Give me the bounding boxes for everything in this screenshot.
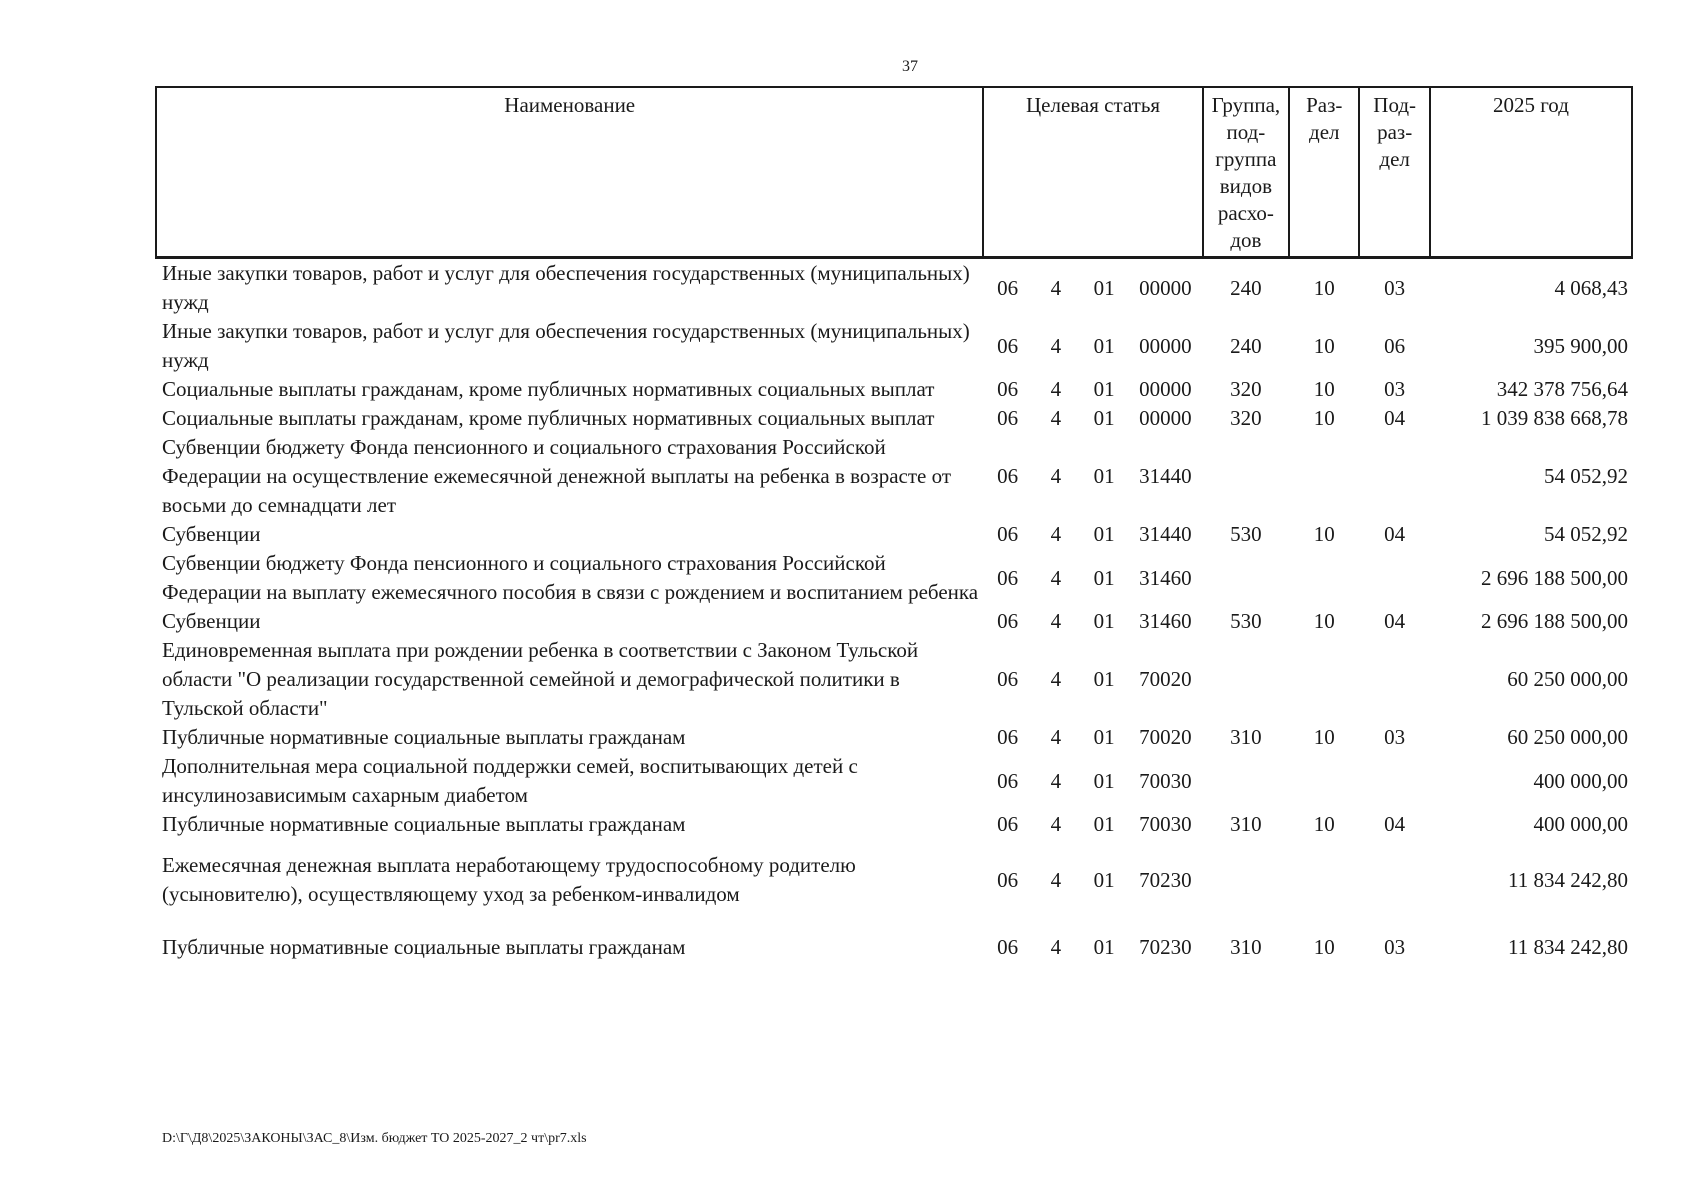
target-code-program: 06 [997, 768, 1019, 793]
target-code-program: 06 [997, 464, 1019, 488]
footer-file-path: D:\Г\Д8\2025\ЗАКОНЫ\ЗАС_8\Изм. бюджет ТО 2025-2027_2 чт\pr7.xls [162, 1131, 587, 1146]
target-code-subprogram: 01 [1093, 812, 1115, 836]
expense-group: 530 [1230, 609, 1262, 633]
target-code-program: 06 [997, 725, 1019, 749]
row-name: Иные закупки товаров, работ и услуг для обеспечения государственных (муниципальных) нужд [162, 261, 970, 314]
row-name: Ежемесячная денежная выплата неработающему трудоспособному родителю (усыновителю), осуществляющему уход за ребенком-инвалидом [162, 853, 856, 906]
target-code-program: 06 [997, 406, 1019, 430]
target-code-subprogram: 01 [1093, 725, 1115, 749]
expense-group: 310 [1230, 725, 1262, 749]
row-name: Субвенции бюджету Фонда пенсионного и социального страхования Российской Федерации на выплату ежемесячного пособия в связи с рождением и воспитанием ребенка [162, 551, 979, 604]
table-row [156, 375, 1632, 404]
table-row [156, 258, 1632, 318]
table-row [156, 520, 1632, 549]
target-code-direction: 00000 [1139, 377, 1192, 401]
target-code-direction: 31460 [1139, 609, 1192, 633]
target-code-subprogram: 01 [1093, 406, 1115, 430]
target-code-direction: 70020 [1139, 667, 1192, 691]
target-code-type: 4 [1050, 377, 1062, 401]
amount-2025: 1 039 838 668,78 [1481, 406, 1628, 430]
target-code-type: 4 [1050, 565, 1062, 590]
target-code-direction: 31440 [1139, 522, 1192, 546]
header-section [1289, 87, 1359, 258]
target-code-type: 4 [1050, 522, 1062, 546]
section-code: 10 [1313, 333, 1335, 358]
section-code: 10 [1313, 935, 1335, 959]
subsection-code [1359, 433, 1429, 520]
expense-group: 310 [1230, 935, 1262, 959]
row-name: Социальные выплаты гражданам, кроме публичных нормативных социальных выплат [162, 406, 935, 430]
expense-group: 530 [1230, 522, 1262, 546]
header-group-line: видов [1219, 174, 1272, 198]
expense-group [1203, 839, 1289, 921]
section-code [1289, 433, 1359, 520]
target-code-program: 06 [997, 333, 1019, 358]
target-code-type: 4 [1050, 725, 1062, 749]
section-code: 10 [1313, 406, 1335, 430]
table-body [156, 258, 1632, 975]
row-name: Единовременная выплата при рождении ребенка в соответствии с Законом Тульской области "О реализации государственной семейной и демографической политики в Тульской области" [162, 638, 919, 720]
subsection-code: 03 [1384, 275, 1406, 300]
section-code [1289, 636, 1359, 723]
target-code-program: 06 [997, 812, 1019, 836]
table-row [156, 752, 1632, 810]
row-name: Иные закупки товаров, работ и услуг для обеспечения государственных (муниципальных) нужд [162, 319, 970, 372]
target-code-direction: 00000 [1139, 275, 1192, 300]
target-code-type: 4 [1050, 812, 1062, 836]
target-code-program: 06 [997, 522, 1019, 546]
target-code-direction: 70030 [1139, 812, 1192, 836]
header-section-line: дел [1309, 120, 1340, 144]
row-name: Публичные нормативные социальные выплаты гражданам [162, 935, 686, 959]
target-code-program: 06 [997, 275, 1019, 300]
header-subsection-line: Под- [1373, 93, 1417, 117]
target-code-type: 4 [1050, 333, 1062, 358]
amount-2025: 2 696 188 500,00 [1481, 609, 1628, 633]
section-code [1289, 839, 1359, 921]
target-code-program: 06 [997, 667, 1019, 691]
target-code-subprogram: 01 [1093, 565, 1115, 590]
target-code-subprogram: 01 [1093, 667, 1115, 691]
header-group-line: Группа, [1211, 93, 1281, 117]
subsection-code: 04 [1384, 812, 1406, 836]
row-name: Субвенции [162, 522, 261, 546]
target-code-subprogram: 01 [1093, 867, 1115, 892]
target-code-direction: 70030 [1139, 768, 1192, 793]
target-code-subprogram: 01 [1093, 609, 1115, 633]
subsection-code: 04 [1384, 522, 1406, 546]
amount-2025: 400 000,00 [1533, 812, 1628, 836]
amount-2025: 4 068,43 [1554, 275, 1628, 300]
table-row [156, 723, 1632, 752]
target-code-type: 4 [1050, 667, 1062, 691]
table-row [156, 636, 1632, 723]
section-code: 10 [1313, 275, 1335, 300]
row-name: Публичные нормативные социальные выплаты гражданам [162, 725, 686, 749]
table-row [156, 839, 1632, 921]
target-code-subprogram: 01 [1093, 522, 1115, 546]
row-name: Дополнительная мера социальной поддержки семей, воспитывающих детей с инсулинозависимым сахарным диабетом [162, 754, 858, 807]
subsection-code: 06 [1384, 333, 1406, 358]
target-code-type: 4 [1050, 867, 1062, 892]
subsection-code [1359, 839, 1429, 921]
row-name: Социальные выплаты гражданам, кроме публичных нормативных социальных выплат [162, 377, 935, 401]
section-code: 10 [1313, 522, 1335, 546]
subsection-code: 03 [1384, 377, 1406, 401]
target-code-program: 06 [997, 609, 1019, 633]
target-code-type: 4 [1050, 935, 1062, 959]
expense-group [1203, 636, 1289, 723]
expense-group [1203, 433, 1289, 520]
table-row [156, 433, 1632, 520]
section-code [1289, 752, 1359, 810]
budget-table [155, 86, 1633, 974]
amount-2025: 11 834 242,80 [1508, 867, 1628, 892]
table-row [156, 607, 1632, 636]
target-code-direction: 70230 [1139, 867, 1192, 892]
header-subsection [1359, 87, 1429, 258]
expense-group: 320 [1230, 406, 1262, 430]
table-row [156, 921, 1632, 974]
target-code-program: 06 [997, 377, 1019, 401]
section-code: 10 [1313, 609, 1335, 633]
target-code-type: 4 [1050, 406, 1062, 430]
target-code-program: 06 [997, 565, 1019, 590]
expense-group: 240 [1230, 333, 1262, 358]
table-header [156, 87, 1632, 258]
amount-2025: 2 696 188 500,00 [1481, 565, 1628, 590]
target-code-subprogram: 01 [1093, 377, 1115, 401]
target-code-type: 4 [1050, 768, 1062, 793]
header-subsection-line: раз- [1377, 120, 1413, 144]
expense-group: 310 [1230, 812, 1262, 836]
amount-2025: 395 900,00 [1533, 333, 1628, 358]
target-code-type: 4 [1050, 275, 1062, 300]
header-target-article: Целевая статья [983, 87, 1202, 258]
target-code-program: 06 [997, 935, 1019, 959]
target-code-subprogram: 01 [1093, 275, 1115, 300]
target-code-subprogram: 01 [1093, 935, 1115, 959]
expense-group: 320 [1230, 377, 1262, 401]
table-row [156, 549, 1632, 607]
target-code-direction: 31440 [1139, 464, 1192, 488]
subsection-code [1359, 549, 1429, 607]
row-name: Субвенции бюджету Фонда пенсионного и социального страхования Российской Федерации на осуществление ежемесячной денежной выплаты на ребенка в возрасте от восьми до семнадцати лет [162, 435, 952, 517]
header-section-line: Раз- [1306, 93, 1343, 117]
target-code-direction: 00000 [1139, 406, 1192, 430]
header-group-line: дов [1230, 228, 1262, 252]
header-group [1203, 87, 1289, 258]
subsection-code: 03 [1384, 935, 1406, 959]
subsection-code: 04 [1384, 609, 1406, 633]
amount-2025: 54 052,92 [1544, 464, 1628, 488]
row-name: Субвенции [162, 609, 261, 633]
header-group-line: группа [1215, 147, 1277, 171]
subsection-code [1359, 752, 1429, 810]
expense-group [1203, 752, 1289, 810]
target-code-subprogram: 01 [1093, 768, 1115, 793]
expense-group [1203, 549, 1289, 607]
table-row [156, 810, 1632, 839]
section-code [1289, 549, 1359, 607]
target-code-direction: 31460 [1139, 565, 1192, 590]
amount-2025: 342 378 756,64 [1496, 377, 1628, 401]
section-code: 10 [1313, 812, 1335, 836]
header-subsection-line: дел [1379, 147, 1410, 171]
table-row [156, 404, 1632, 433]
header-name: Наименование [156, 87, 983, 258]
target-code-subprogram: 01 [1093, 464, 1115, 488]
target-code-direction: 00000 [1139, 333, 1192, 358]
amount-2025: 54 052,92 [1544, 522, 1628, 546]
target-code-type: 4 [1050, 609, 1062, 633]
header-year: 2025 год [1430, 87, 1632, 258]
amount-2025: 11 834 242,80 [1508, 935, 1628, 959]
amount-2025: 400 000,00 [1533, 768, 1628, 793]
target-code-program: 06 [997, 867, 1019, 892]
target-code-direction: 70230 [1139, 935, 1192, 959]
table-row [156, 317, 1632, 375]
page-number: 37 [902, 58, 918, 75]
section-code: 10 [1313, 377, 1335, 401]
amount-2025: 60 250 000,00 [1507, 667, 1628, 691]
target-code-type: 4 [1050, 464, 1062, 488]
subsection-code: 04 [1384, 406, 1406, 430]
subsection-code: 03 [1384, 725, 1406, 749]
section-code: 10 [1313, 725, 1335, 749]
target-code-direction: 70020 [1139, 725, 1192, 749]
row-name: Публичные нормативные социальные выплаты гражданам [162, 812, 686, 836]
target-code-subprogram: 01 [1093, 333, 1115, 358]
subsection-code [1359, 636, 1429, 723]
header-group-line: под- [1226, 120, 1266, 144]
header-group-line: расхо- [1217, 201, 1274, 225]
amount-2025: 60 250 000,00 [1507, 725, 1628, 749]
expense-group: 240 [1230, 275, 1262, 300]
